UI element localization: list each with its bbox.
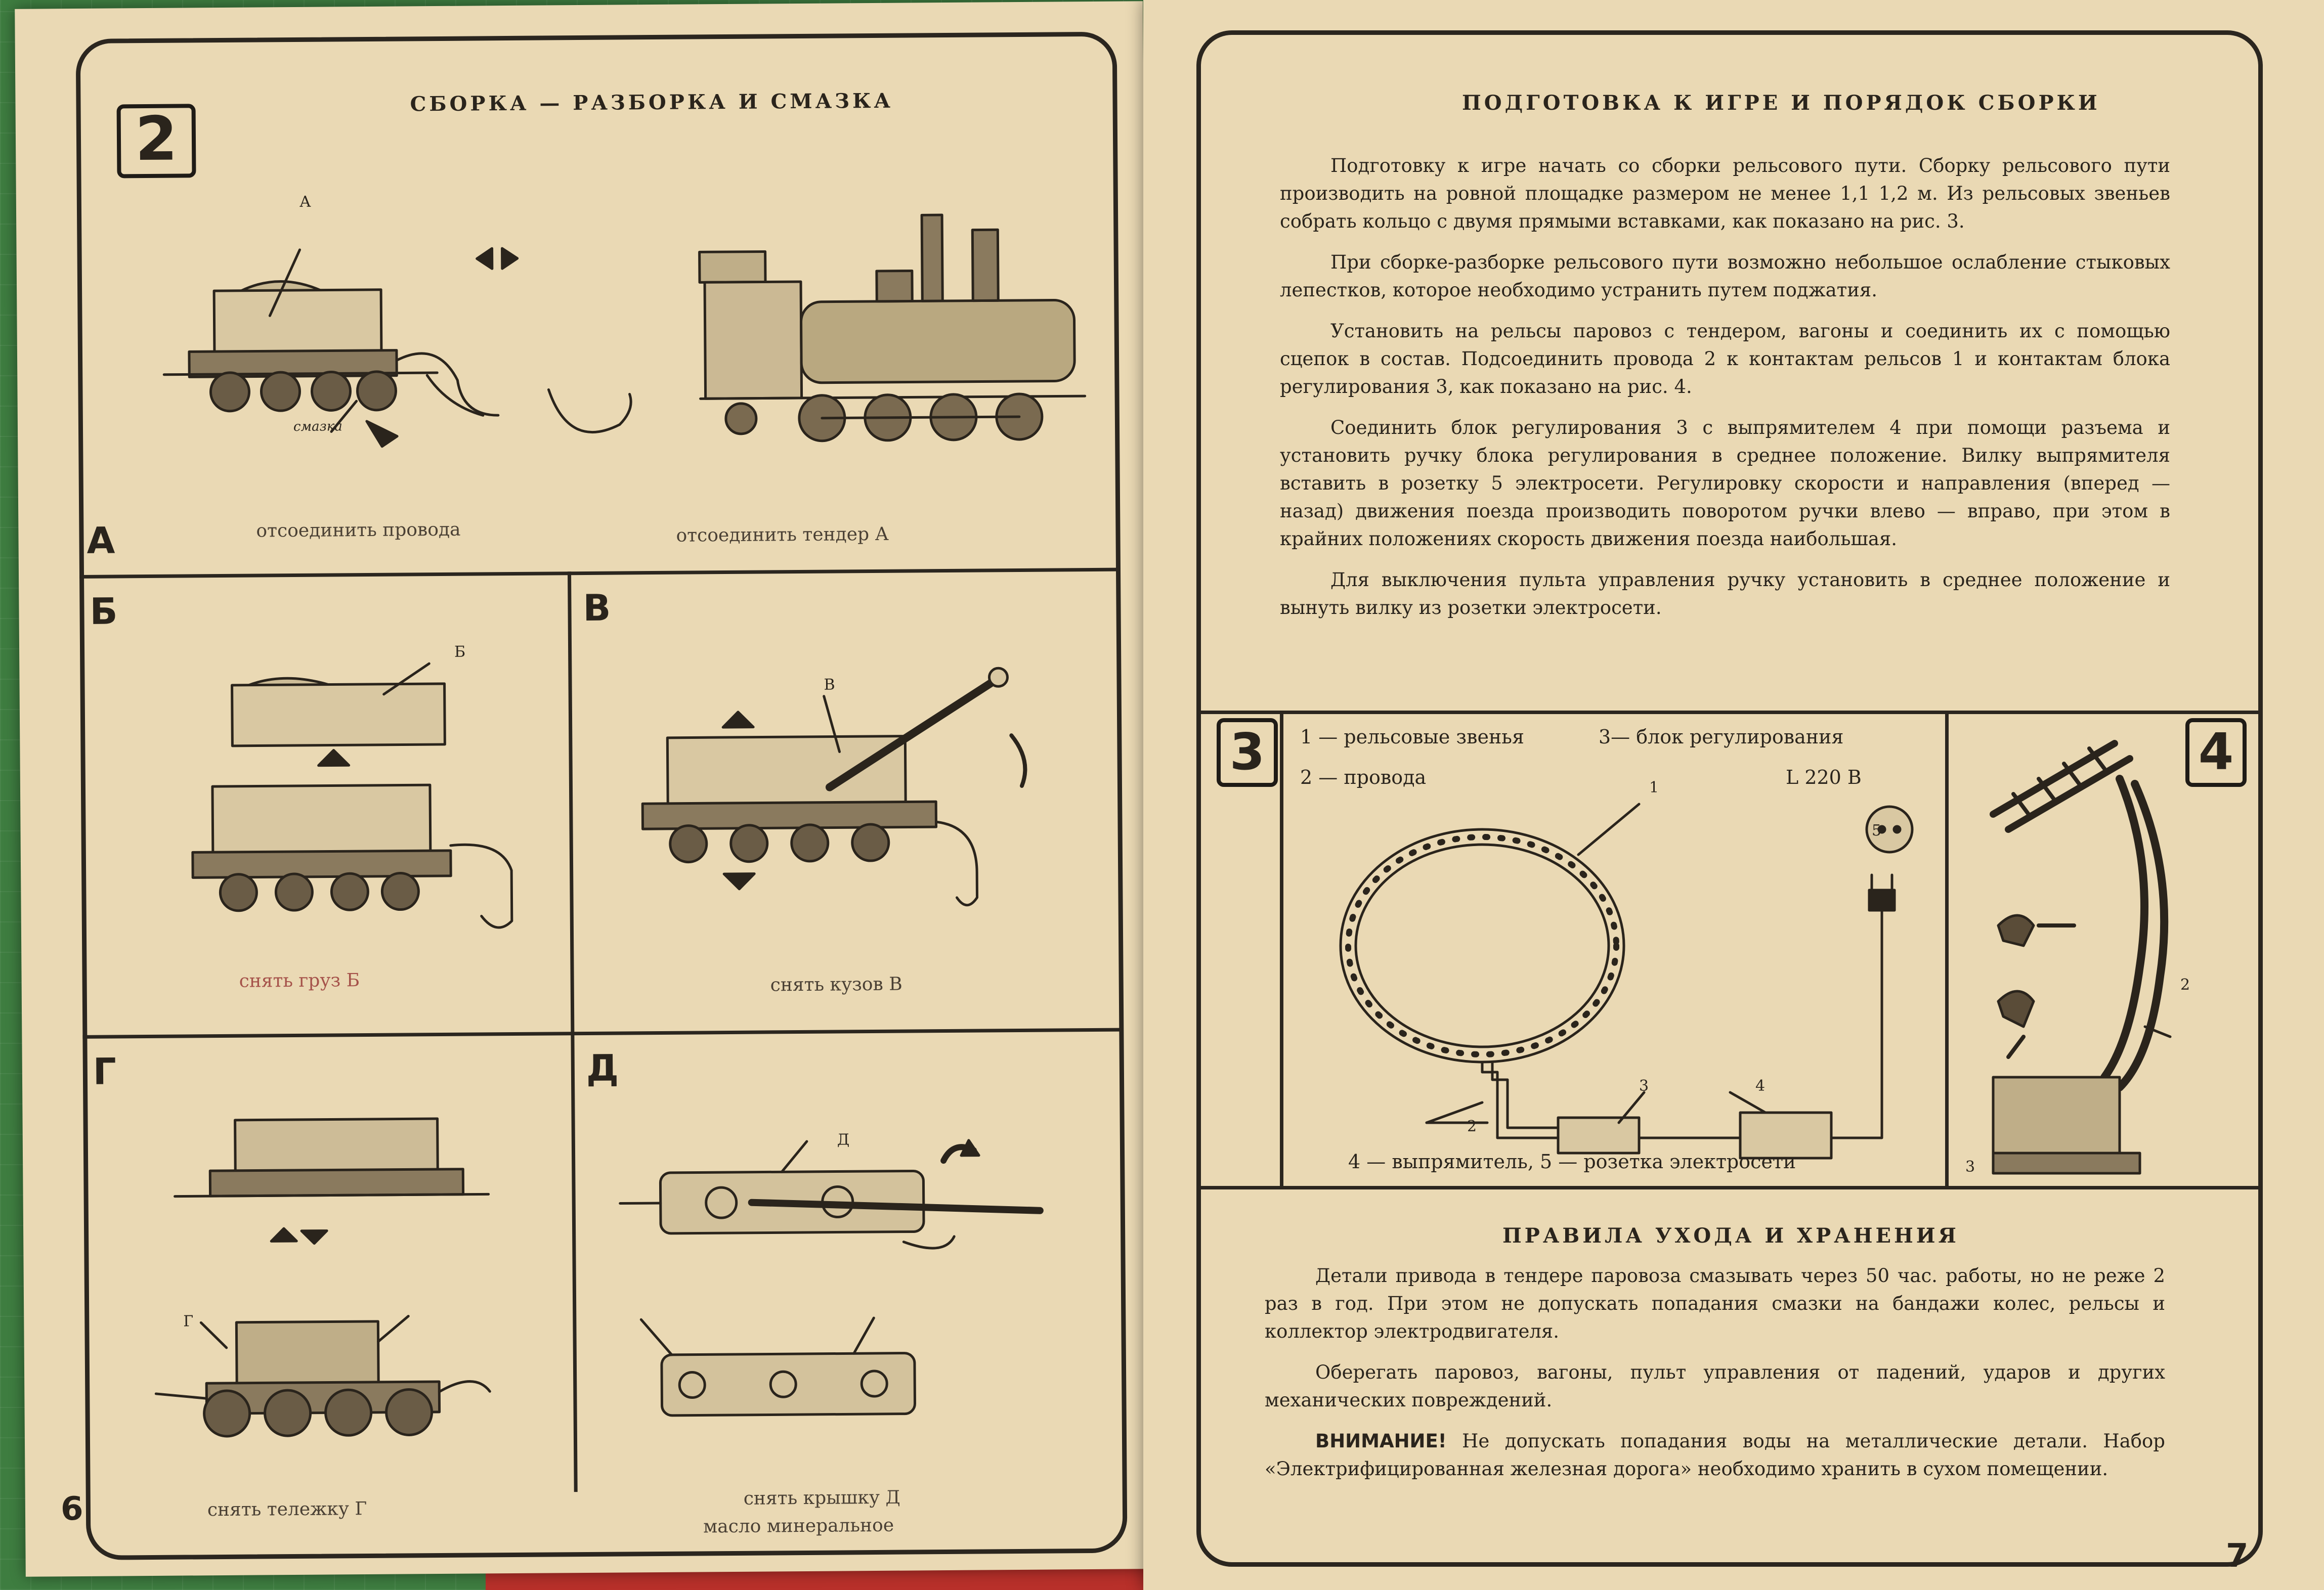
figure-number-4: 4: [2185, 718, 2247, 787]
tender-remove-weight-illustration: [146, 652, 563, 939]
right-page: [1143, 0, 2324, 1590]
fig4-control-label-3: 3: [1965, 1158, 1975, 1176]
paragraph: Установить на рельсы паровоз с тендером, вагоны и соединить их с помощью сцепок в состав. Подсоединить провода 2 к контактам рельсов 1 и контактам блока регулирования 3, как показано на рис. 4.: [1280, 320, 2170, 398]
paragraph: Подготовку к игре начать со сборки рельсового пути. Сборку рельсового пути производить на ровной площадке размером не менее 1,1 1,2 м. Из рельсовых звеньев собрать кольцо с двумя прямыми вставками, как показано на рис. 3.: [1280, 155, 2170, 232]
track-label-1: 1: [1649, 779, 1659, 797]
legend-rectifier-outlet: 4 — выпрямитель, 5 — розетка электросети: [1348, 1151, 1796, 1173]
right-page-title: ПОДГОТОВКА К ИГРЕ И ПОРЯДОК СБОРКИ: [1462, 91, 2100, 115]
caption-remove-cover: снять крышку Д: [743, 1487, 900, 1509]
caption-remove-body: снять кузов В: [770, 974, 902, 996]
warning-paragraph: [1265, 1427, 2165, 1483]
figure-divider: [1945, 711, 1949, 1189]
paragraph: Оберегать паровоз, вагоны, пульт управления от падений, ударов и других механических повреждений.: [1265, 1361, 2165, 1411]
label-g: Г: [183, 1312, 194, 1331]
caption-disconnect-wires: отсоединить провода: [256, 519, 461, 542]
instructions-text: [1280, 152, 2170, 635]
wires-label-2: 2: [1467, 1118, 1477, 1135]
panel-letter-d: Д: [586, 1046, 619, 1089]
right-page-number: 7: [2226, 1537, 2249, 1575]
warning-label: ВНИМАНИЕ!: [1315, 1430, 1447, 1452]
panel-letter-v: В: [583, 586, 611, 630]
legend-wires: 2 — провода: [1300, 766, 1427, 788]
paragraph: Детали привода в тендере паровоза смазывать через 50 час. работы, но не реже 2 раз в год. При этом не допускать попадания смазки на бандажи колес, рельсы и коллектор электродвигателя.: [1265, 1265, 2165, 1342]
left-page: [15, 1, 1154, 1576]
caption-disconnect-tender: отсоединить тендер А: [676, 523, 889, 546]
caption-remove-weight: снять груз Б: [239, 970, 360, 992]
panel-letter-b: Б: [90, 590, 118, 633]
paragraph: Соединить блок регулирования 3 с выпрямителем 4 при помощи разъема и установить ручку блока регулирования в среднее положение. Вилку выпрямителя вставить в розетку 5 электросети. Регулировку скорости и направления (вперед — назад) движения поезда производить поворотом ручки влево — вправо, при этом в крайних положениях скорость движения поезда наибольшая.: [1280, 417, 2170, 550]
care-rules-title: ПРАВИЛА УХОДА И ХРАНЕНИЯ: [1502, 1224, 1959, 1248]
rectifier-label-4: 4: [1755, 1077, 1766, 1095]
lube-label: смазка: [293, 419, 342, 434]
legend-control-unit: 3— блок регулирования: [1599, 726, 1844, 748]
figure-number-3: 3: [1217, 718, 1278, 787]
label-a: А: [299, 193, 311, 211]
outlet-label-5: 5: [1872, 822, 1882, 840]
paragraph: Для выключения пульта управления ручку установить в среднее положение и вынуть вилку из розетки электросети.: [1280, 569, 2170, 619]
wiring-connection-diagram: [1953, 713, 2251, 1183]
label-v: В: [824, 676, 835, 694]
control-label-3: 3: [1639, 1077, 1649, 1095]
figure-number-2: 2: [117, 104, 196, 178]
caption-mineral-oil: масло минеральное: [703, 1515, 894, 1537]
paragraph: При сборке-разборке рельсового пути возможно небольшое ослабление стыковых лепестков, которое необходимо устранить путем поджатия.: [1280, 251, 2170, 301]
bogie-cover-illustration: [620, 1129, 1067, 1466]
tender-remove-body-illustration: [611, 659, 1068, 945]
left-page-title: СБОРКА — РАЗБОРКА И СМАЗКА: [410, 89, 894, 116]
tender-remove-bogie-illustration: [144, 1108, 561, 1444]
legend-rails: 1 — рельсовые звенья: [1300, 726, 1524, 748]
figure-divider: [1280, 711, 1283, 1189]
panel-letter-a: А: [87, 519, 115, 562]
figure-divider: [1196, 1186, 2259, 1189]
left-page-number: 6: [60, 1490, 83, 1528]
label-d: Д: [837, 1131, 850, 1149]
tender-disconnect-illustration: [133, 184, 1096, 544]
voltage-label: L 220 В: [1786, 766, 1862, 788]
caption-remove-bogie: снять тележку Г: [207, 1498, 367, 1521]
warning-text: Не допускать попадания воды на металлические детали. Набор «Электрифицированная железная дорога» необходимо хранить в сухом помещении.: [1265, 1430, 2165, 1480]
fig4-wire-label-2: 2: [2180, 976, 2190, 994]
track-layout-diagram: [1295, 789, 1943, 1153]
panel-letter-g: Г: [93, 1050, 117, 1093]
label-b: Б: [454, 643, 466, 661]
care-rules-text: [1265, 1262, 2165, 1496]
